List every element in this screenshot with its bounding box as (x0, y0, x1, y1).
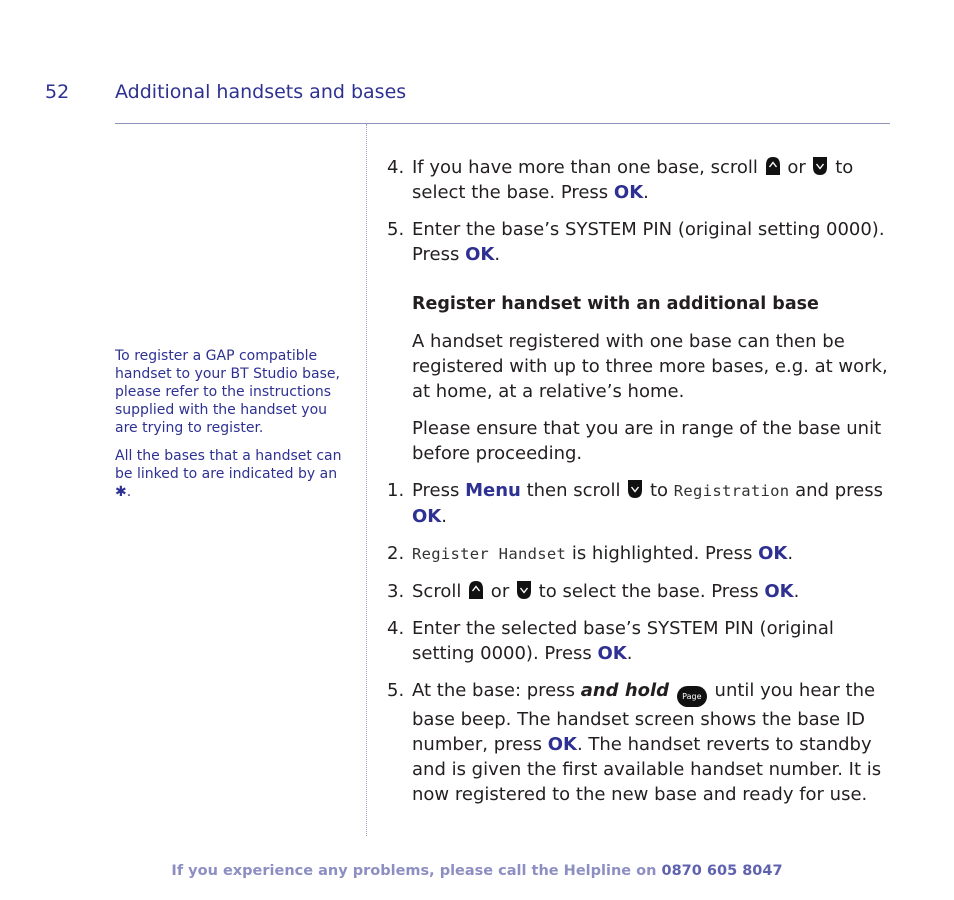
header-divider (115, 123, 890, 124)
ok-key-label: OK (613, 182, 644, 203)
step-number: 3. (387, 581, 405, 602)
step-4-select-base: 4. If you have more than one base, scroll or to select the base. Press OK. (387, 157, 854, 203)
scroll-down-icon (626, 478, 644, 500)
reg-step-1: 1. Press Menu then scroll to Registration and press OK. (387, 480, 883, 527)
sidebar-note-bases (115, 447, 351, 501)
reg-step-3: 3. Scroll or to select the base. Press OK. (387, 581, 800, 602)
menu-key-label: Menu (465, 480, 521, 501)
ok-key-label: OK (465, 244, 495, 265)
asterisk-icon: ✱ (115, 484, 127, 500)
column-divider (366, 124, 367, 836)
helpline-number: 0870 605 8047 (661, 863, 783, 879)
scroll-up-icon (764, 155, 782, 177)
ok-key-label: OK (547, 734, 577, 755)
page-number: 52 (45, 81, 70, 103)
reg-step-4: 4. Enter the selected base’s SYSTEM PIN (original setting 0000). Press OK. (387, 618, 834, 664)
step-number: 4. (387, 157, 405, 178)
scroll-up-icon (467, 579, 485, 601)
ok-key-label: OK (597, 643, 627, 664)
sidebar-note-gap (115, 347, 351, 437)
subsection-heading: Register handset with an additional base (412, 294, 819, 314)
ok-key-label: OK (412, 506, 442, 527)
ok-key-label: OK (758, 543, 788, 564)
range-paragraph: Please ensure that you are in range of the base unit before proceeding. (412, 418, 882, 464)
page-button-icon: Page (677, 686, 707, 707)
and-hold-emphasis: and hold (580, 680, 670, 701)
reg-step-2: 2. Register Handset is highlighted. Press OK. (387, 543, 794, 564)
lcd-menu-text: Registration (673, 482, 790, 500)
step-number: 1. (387, 480, 405, 501)
step-number: 5. (387, 680, 405, 701)
helpline-footer: If you experience any problems, please call the Helpline on 0870 605 8047 (171, 863, 783, 879)
reg-step-5: 5. At the base: press and hold Page until you hear the base beep. The handset screen shows the base ID number, press OK. The handset reverts to standby and is given the first available handset number. It is now registered to the new base and ready for use. (387, 680, 882, 805)
step-number: 4. (387, 618, 405, 639)
sidebar-note-gap-text: To register a GAP compatible handset to your BT Studio base, please refer to the instructions supplied with the handset you are trying to register. (115, 348, 340, 436)
step-5-enter-pin: 5. Enter the base’s SYSTEM PIN (original setting 0000). Press OK. (387, 219, 885, 265)
section-title: Additional handsets and bases (115, 81, 407, 103)
scroll-down-icon (811, 155, 829, 177)
step-number: 5. (387, 219, 405, 240)
step-number: 2. (387, 543, 405, 564)
scroll-down-icon (515, 579, 533, 601)
ok-key-label: OK (764, 581, 794, 602)
sidebar-note-bases-text: All the bases that a handset can be linked to are indicated by an ✱. (115, 448, 342, 500)
lcd-menu-text: Register Handset (412, 545, 567, 563)
main-content (387, 155, 892, 807)
intro-paragraph: A handset registered with one base can then be registered with up to three more bases, e.g. at work, at home, at a relative’s home. (412, 331, 888, 402)
